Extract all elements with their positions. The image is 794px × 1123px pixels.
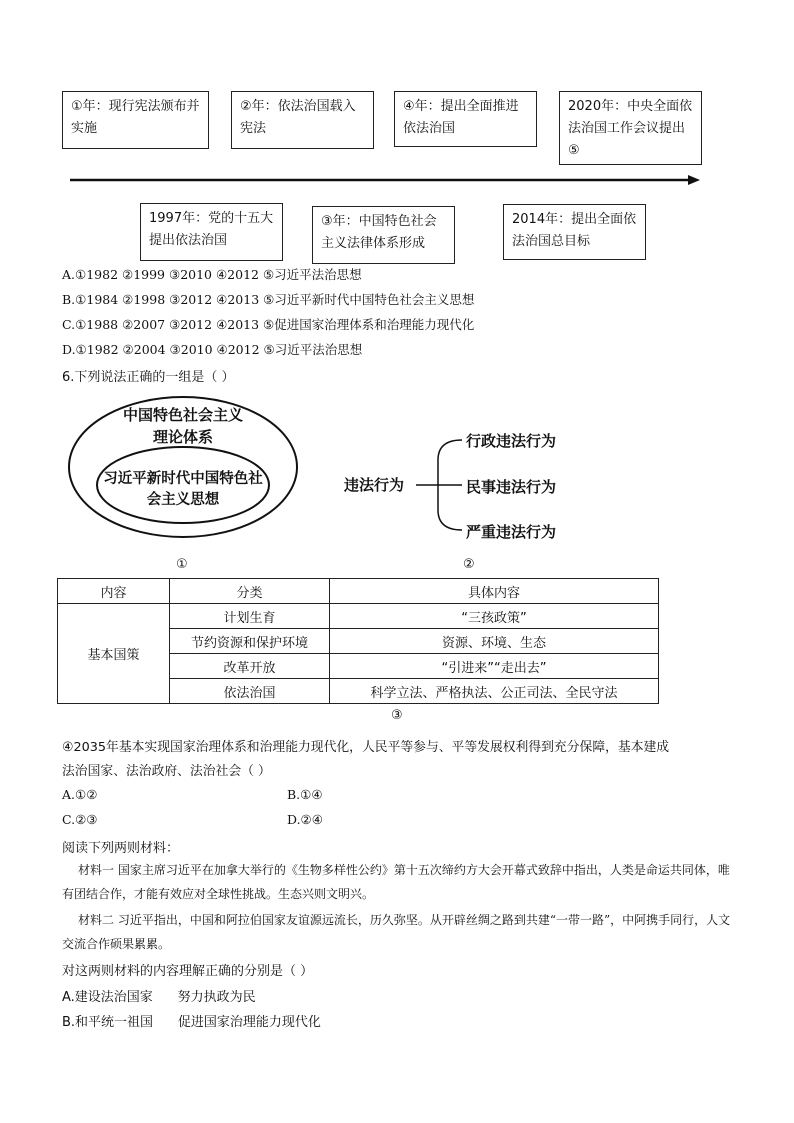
timeline-box-text: 2014年：提出全面依法治国总目标 [512,212,637,249]
outer-ellipse-label: 中国特色社会主义理论体系 [122,406,243,446]
timeline-box-2020 [559,91,702,165]
timeline-box-text: 2020年：中央全面依法治国工作会议提出⑤ [568,99,693,158]
table-cell: 科学立法、严格执法、公正司法、全民守法 [330,679,659,704]
timeline-box-text: ④年：提出全面推进依法治国 [403,99,519,136]
basic-policy-table [57,578,659,704]
tree-root-label: 违法行为 [344,476,405,494]
q7-option-b: B.和平统一祖国 促进国家治理能力现代化 [62,1015,321,1030]
header-category: 分类 [170,579,330,604]
diagram2-number: ② [463,557,475,572]
timeline-box-2014 [503,204,646,260]
q6-option-d: D.②④ [287,812,323,827]
timeline-box-4 [394,91,537,147]
header-content: 内容 [58,579,170,604]
item4-line1: ④2035年基本实现国家治理体系和治理能力现代化，人民平等参与、平等发展权利得到充分保障，基本建成 [62,740,670,755]
q6-option-a: A.①② [62,787,98,802]
tree-branch-civil: 民事违法行为 [466,478,557,496]
q6-stem: 6.下列说法正确的一组是（ ） [62,370,235,385]
q5-option-d: D.①1982 ②2004 ③2010 ④2012 ⑤习近平法治思想 [62,342,363,357]
header-detail: 具体内容 [330,579,659,604]
table-cell: “三孩政策” [330,604,659,629]
tree-branch-admin: 行政违法行为 [466,432,557,450]
timeline-box-text: 1997年：党的十五大提出依法治国 [149,211,274,248]
timeline-box-1997 [140,203,283,261]
timeline-box-text: ③年：中国特色社会主义法律体系形成 [321,214,437,251]
table-cell: 改革开放 [170,654,330,679]
table-cell: 资源、环境、生态 [330,629,659,654]
item4-line2: 法治国家、法治政府、法治社会（ ） [62,764,271,779]
timeline-box-3 [312,206,455,264]
table-group-cell: 基本国策 [58,604,170,704]
timeline-box-2 [231,91,374,149]
table-cell: 节约资源和保护环境 [170,629,330,654]
table-header-row [58,579,659,604]
timeline-box-text: ②年：依法治国载入宪法 [240,99,356,136]
q7-stem: 对这两则材料的内容理解正确的分别是（ ） [62,964,314,979]
table-cell: 依法治国 [170,679,330,704]
timeline-arrow [70,172,702,188]
table-cell: 计划生育 [170,604,330,629]
table-cell: “引进来”“走出去” [330,654,659,679]
q7-intro: 阅读下列两则材料： [62,841,180,856]
diagram1-number: ① [176,557,188,572]
q5-option-b: B.①1984 ②1998 ③2012 ④2013 ⑤习近平新时代中国特色社会主义思想 [62,292,475,307]
material-two: 材料二 习近平指出，中国和阿拉伯国家友谊源远流长，历久弥坚。从开辟丝绸之路到共建“一带一路”，中阿携手同行，人文交流合作硕果累累。 [62,913,731,951]
q6-option-c: C.②③ [62,812,98,827]
tree-branch-serious: 严重违法行为 [466,523,557,541]
q6-option-b: B.①④ [287,787,323,802]
q5-option-c: C.①1988 ②2007 ③2012 ④2013 ⑤促进国家治理体系和治理能力现代化 [62,317,475,332]
table-row [58,604,659,629]
timeline-box-text: ①年：现行宪法颁布并实施 [71,99,200,136]
timeline-box-1 [62,91,209,149]
q7-option-a: A.建设法治国家 努力执政为民 [62,990,256,1005]
material-one: 材料一 国家主席习近平在加拿大举行的《生物多样性公约》第十五次缔约方大会开幕式致辞中指出，人类是命运共同体，唯有团结合作，才能有效应对全球性挑战。生态兴则文明兴。 [62,863,730,901]
illegal-acts-tree [412,430,472,544]
inner-ellipse-label: 习近平新时代中国特色社会主义思想 [103,470,263,508]
q5-option-a: A.①1982 ②1999 ③2010 ④2012 ⑤习近平法治思想 [62,267,362,282]
table-number: ③ [391,708,403,723]
